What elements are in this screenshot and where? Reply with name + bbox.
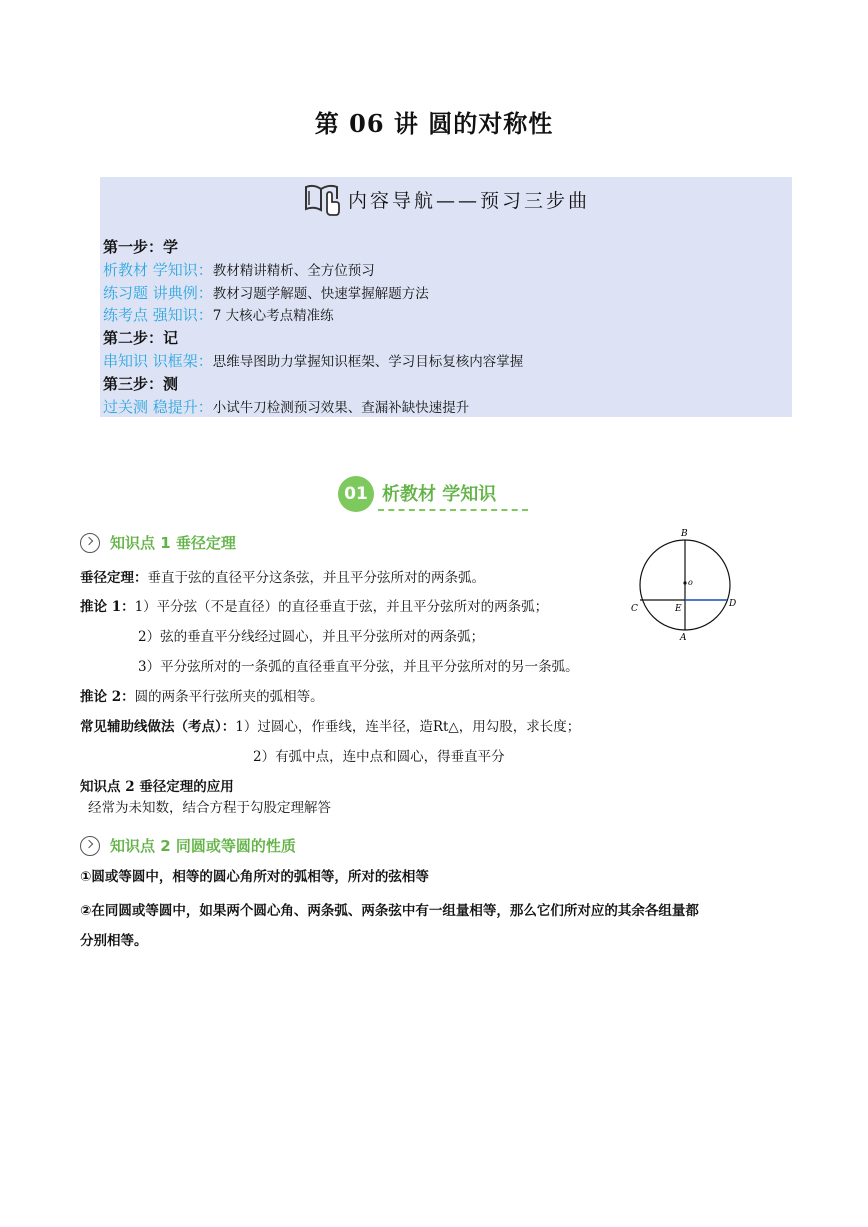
- circle-diagram: [628, 525, 743, 645]
- theorem-term: 垂径定理：: [80, 570, 148, 586]
- nav-step-2: 第二步：记: [103, 329, 179, 348]
- center-point: [683, 581, 686, 584]
- corollary-1-line-3: 3）平分弦所对的一条弧的直径垂直平分弦，并且平分弦所对的另一条弧。: [138, 659, 579, 675]
- nav-item-key: 过关测 稳提升：: [103, 397, 213, 416]
- nav-item: [103, 350, 523, 373]
- nav-item: [103, 396, 523, 419]
- nav-item-value: 小试牛刀检测预习效果、查漏补缺快速提升: [212, 399, 470, 416]
- theorem-text: 垂直于弦的直径平分这条弦，并且平分弦所对的两条弧。: [147, 570, 485, 586]
- corollary-2-text: 圆的两条平行弦所夹的弧相等。: [134, 689, 324, 705]
- label-a: A: [680, 633, 687, 643]
- book-pointer-icon: [302, 181, 342, 217]
- knowledge-point-2-heading: [80, 835, 296, 856]
- nav-item-value: 教材精讲精析、全方位预习: [212, 262, 375, 279]
- nav-item-value: 7 大核心考点精准练: [212, 308, 334, 325]
- nav-item-value: 教材习题学解题、快速掌握解题方法: [212, 285, 429, 302]
- aux-line-2: 2）有弧中点，连中点和圆心，得垂直平分: [253, 749, 505, 765]
- section-banner: [338, 474, 538, 514]
- chevron-right-circle-icon: [80, 836, 100, 856]
- corollary-2-line: [80, 688, 324, 706]
- nav-item-key: 串知识 识框架：: [103, 351, 213, 370]
- nav-item-key: 析教材 学知识：: [103, 260, 213, 279]
- nav-step-1: 第一步：学: [103, 238, 179, 256]
- navigation-heading: [100, 181, 792, 217]
- knowledge-point-label: 知识点 1 垂径定理: [110, 534, 236, 552]
- corollary-1-line-2: 2）弦的垂直平分线经过圆心，并且平分弦所对的两条弧；: [138, 629, 485, 645]
- aux-line-1: [80, 718, 580, 736]
- corollary-1-text: 1）平分弦（不是直径）的直径垂直于弦，并且平分弦所对的两条弧；: [134, 599, 549, 615]
- theorem-line: [80, 569, 485, 587]
- nav-step-3: 第三步：测: [103, 374, 179, 393]
- property-2-line-1: ②在同圆或等圆中，如果两个圆心角、两条弧、两条弦中有一组量相等，那么它们所对应的其余各组量都: [80, 903, 699, 919]
- nav-item-key: 练考点 强知识：: [103, 306, 213, 325]
- corollary-1-term: 推论 1：: [80, 599, 135, 615]
- knowledge-point-label: 知识点 2 同圆或等圆的性质: [110, 837, 296, 855]
- property-1: ①圆或等圆中，相等的圆心角所对的弧相等，所对的弦相等: [80, 869, 429, 885]
- nav-item: [103, 304, 523, 327]
- corollary-2-term: 推论 2：: [80, 689, 135, 705]
- section-number: 01: [338, 476, 374, 512]
- navigation-heading-text: 内容导航——预习三步曲: [347, 189, 590, 212]
- chevron-right-circle-icon: [80, 533, 100, 553]
- nav-item: [103, 259, 523, 282]
- label-c: C: [631, 604, 638, 614]
- corollary-1-line-1: [80, 598, 548, 616]
- knowledge-point-1-heading: [80, 532, 236, 553]
- section-label: 析教材 学知识: [382, 484, 497, 505]
- aux-text-1: 1）过圆心，作垂线，连半径，造Rt△，用勾股，求长度；: [235, 719, 581, 735]
- aux-term: 常见辅助线做法（考点）：: [80, 719, 236, 735]
- section-underline: [378, 509, 528, 511]
- page-title: 第 06 讲 圆的对称性: [314, 109, 554, 138]
- nav-item-value: 思维导图助力掌握知识框架、学习目标复核内容掌握: [212, 353, 524, 370]
- label-b: B: [681, 529, 688, 539]
- navigation-lines: [103, 236, 523, 418]
- label-d: D: [729, 599, 737, 609]
- label-e: E: [675, 604, 682, 614]
- property-2-line-2: 分别相等。: [80, 933, 148, 949]
- kp2-application-title: 知识点 2 垂径定理的应用: [80, 779, 234, 795]
- nav-item-key: 练习题 讲典例：: [103, 283, 213, 302]
- kp2-application-text: 经常为未知数，结合方程于勾股定理解答: [88, 800, 331, 816]
- label-o: o: [688, 578, 693, 587]
- nav-item: [103, 282, 523, 305]
